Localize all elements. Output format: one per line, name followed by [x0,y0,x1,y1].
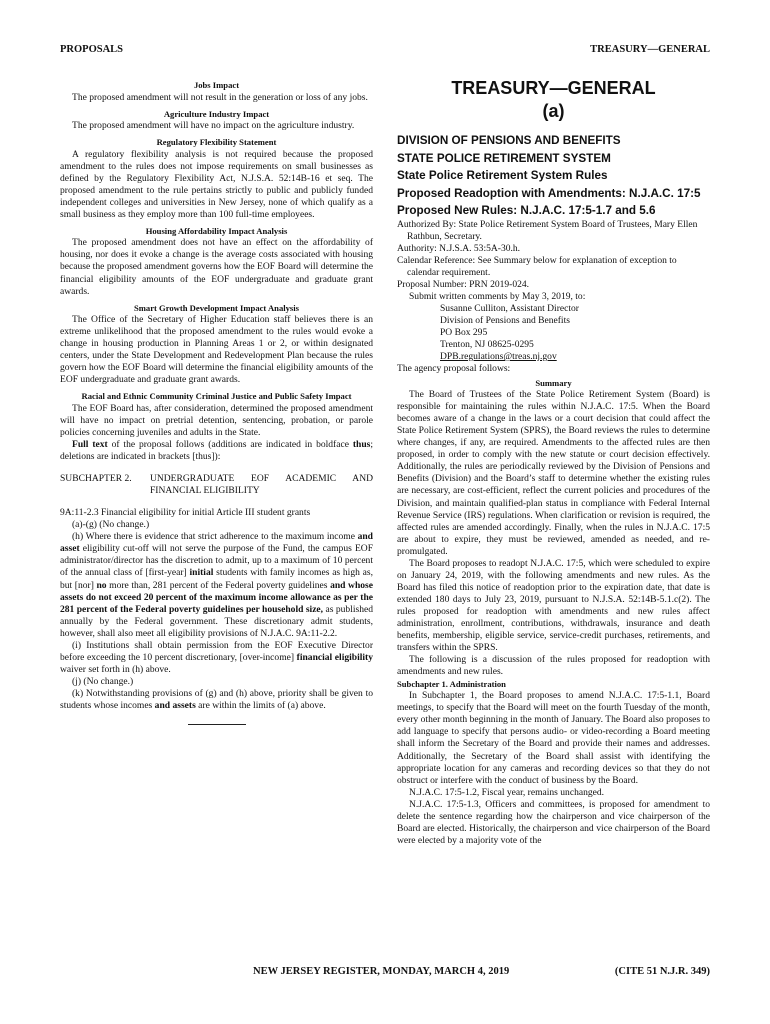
address-line: Susanne Culliton, Assistant Director [440,302,579,314]
proposal-number: Proposal Number: PRN 2019-024. [397,278,530,290]
rules-heading: State Police Retirement System Rules [397,169,608,182]
summary-paragraph: The Board proposes to readopt N.J.A.C. 17:5, which were scheduled to expire on January 24, 2019, with the following amendments and new rules. As the Board has filed this notice of readoption prior to the expiration date, that date is extended 180 days to July 23, 2019, pursuant to N.J.S.A. 52:14B-5.1.c(2). The rules proposed for readoption with amendments and new rules affect administration, enrollment, contributions, withdrawals, insurance and death benefits, membership, eligible service, service-credit purchases, retirements, and transfers within the SPRS. [397,557,710,654]
left-column [60,80,373,725]
rule-paragraph-i: (i) Institutions shall obtain permission from the EOF Executive Director before exceeding the 10 percent discretionary, [over-income] financial eligibility waiver set forth in (h) above. [60,639,373,675]
authority: Authority: N.J.S.A. 53:5A-30.h. [397,242,521,254]
agency-proposal-follows: The agency proposal follows: [397,363,511,375]
running-head-left: PROPOSALS [60,44,124,55]
footer-register-date: NEW JERSEY REGISTER, MONDAY, MARCH 4, 2019 [253,966,510,977]
running-head-right: TREASURY—GENERAL [590,44,710,55]
division-heading: DIVISION OF PENSIONS AND BENEFITS [397,134,621,147]
running-head [60,44,710,55]
racial-ethnic-impact-heading: Racial and Ethnic Community Criminal Justice and Public Safety Impact [81,391,352,402]
subchapter-1-paragraph: In Subchapter 1, the Board proposes to amend N.J.A.C. 17:5-1.1, Board meetings, to specify that the Board will meet on the fourth Tuesday of the month, every other month beginning in the month of January. The Board also proposes to add language to specify that persons audio- or video-recording a Board meeting shall inform the Secretary of the Board and provide their names and addresses. Additionally, the Secretary of the Board shall assist with identifying the appropriate location for any cameras and recording devices so that they do not obstruct or interfere with the conduct of business by the Board. [397,690,710,786]
rule-paragraph-a-g: (a)-(g) (No change.) [72,519,150,531]
subchapter-heading [60,473,373,497]
subchapter-1-paragraph: N.J.A.C. 17:5-1.3, Officers and committees, is proposed for amendment to delete the sentence regarding how the chairperson and vice chairperson of the Board are elected. Historically, the chairperson and vice chairperson of the Board were elected by a majority vote of the [397,798,710,846]
email-link[interactable]: DPB.regulations@treas.nj.gov [440,351,557,363]
submit-comments: Submit written comments by May 3, 2019, to: [409,290,586,302]
summary-paragraph: The following is a discussion of the rules proposed for readoption with amendments and new rules. [397,654,710,678]
end-rule-divider [188,724,246,725]
full-text-intro: Full text of the proposal follows (additions are indicated in boldface thus; deletions are indicated in brackets [thus]): [60,439,373,463]
rule-paragraph-j: (j) (No change.) [72,675,134,687]
readoption-heading: Proposed Readoption with Amendments: N.J.A.C. 17:5 [397,186,701,200]
address-line: PO Box 295 [440,326,488,338]
agriculture-impact-heading: Agriculture Industry Impact [163,108,270,119]
system-heading: STATE POLICE RETIREMENT SYSTEM [397,151,611,165]
rule-paragraph-h: (h) Where there is evidence that strict adherence to the maximum income and asset eligibility cut-off will not serve the purpose of the Fund, the campus EOF administrator/director has the discretion to admit, up to a maximum of 10 percent of the annual class of [first-year] initial students with family incomes as high as, but [nor] no more than, 281 percent of the Federal poverty guidelines and whose assets do not exceed 20 percent of the maximum income allowance as per the 281 percent of the Federal poverty guidelines per household size, as published annually by the Federal government. These discretionary admit students, however, shall also meet all eligibility provisions of N.J.A.C. 9A:11-2.2. [60,531,373,639]
housing-affordability-text: The proposed amendment does not have an effect on the affordability of housing, nor does it evoke a change is the average costs associated with housing because the proposed amendment governs how the EOF Board will determine the financial eligibility amounts of the EOF undergraduate and graduate grant awards. [60,237,373,297]
subchapter-1-paragraph: N.J.A.C. 17:5-1.2, Fiscal year, remains unchanged. [409,786,605,798]
housing-affordability-heading: Housing Affordability Impact Analysis [145,225,288,236]
summary-paragraph: The Board of Trustees of the State Police Retirement System (Board) is responsible for maintaining the rules within N.J.A.C. 17:5. When the Board becomes aware of a change in the laws or a court decision that could affect the State Police Retirement System (SPRS), the Board reviews the rules to determine where changes, if any, are required. Amendments to the affected rules are then proposed, in order to comply with the new statute or court decision effectively. Additionally, the rules are periodically reviewed by the Division of Pensions and Benefits (Division) and the Board’s staff to determine whether the existing rules are necessary, are cost-efficient, reflect the current policies and procedures of the Division, and maintain qualified-plan status in compliance with Federal Internal Revenue Service (IRS) regulations. When clarification or revision is required, the affected rules are amended accordingly. Finally, when the rules in N.J.A.C. 17:5 are about to expire, they must be reviewed, amended as needed, and re-promulgated. [397,389,710,557]
address-line: Trenton, NJ 08625-0295 [440,338,534,350]
footer-citation: (CITE 51 N.J.R. 349) [614,966,710,977]
racial-ethnic-impact-text: The EOF Board has, after consideration, determined the proposed amendment will have no impact on pretrial detention, sentencing, probation, or parole policies concerning juveniles and adults in the State. [60,402,373,438]
agency-title: TREASURY—GENERAL [451,78,656,98]
jobs-impact-text: The proposed amendment will not result in the generation or loss of any jobs. [72,91,368,103]
regulatory-flexibility-text: A regulatory flexibility analysis is not required because the proposed amendment to the rules does not impose requirements on small businesses as defined by the Regulatory Flexibility Act, N.J.S.A. 52:14B-16 et seq. The proposed amendment to the rule pertains strictly to public and publicly funded independent colleges and universities in New Jersey, none of which qualify as a small business as they employ more than 100 full-time employees. [60,148,373,220]
authorized-by: Authorized By: State Police Retirement System Board of Trustees, Mary Ellen Rathbun, Secretary. [397,218,698,242]
address-line: Division of Pensions and Benefits [440,314,570,326]
rule-heading: 9A:11-2.3 Financial eligibility for initial Article III student grants [60,507,311,519]
rule-paragraph-k: (k) Notwithstanding provisions of (g) and (h) above, priority shall be given to students whose incomes and assets are within the limits of (a) above. [60,687,373,711]
subchapter-number: SUBCHAPTER 2. [60,473,132,485]
calendar-reference: Calendar Reference: See Summary below for explanation of exception to calendar requirement. [397,254,677,278]
new-rules-heading: Proposed New Rules: N.J.A.C. 17:5-1.7 and 5.6 [397,204,656,217]
agriculture-impact-text: The proposed amendment will have no impact on the agriculture industry. [72,120,355,132]
right-column [397,80,710,847]
subchapter-1-heading: Subchapter 1. Administration [397,679,506,690]
subchapter-title: UNDERGRADUATE EOF ACADEMIC AND FINANCIAL ELIGIBILITY [150,473,373,497]
smart-growth-text: The Office of the Secretary of Higher Education staff believes there is an extreme unlikelihood that the proposed amendment to the rules would evoke a change in housing production in Planning Areas 1 or 2, or within designated centers, under the State Development and Redevelopment Plan because the rules govern how the EOF Board will determine the financial eligibility amounts of the EOF undergraduate and graduate grant awards. [60,314,373,386]
agency-item-letter: (a) [542,101,565,121]
regulatory-flexibility-heading: Regulatory Flexibility Statement [156,137,277,148]
summary-heading: Summary [535,378,572,389]
jobs-impact-heading: Jobs Impact [193,80,240,90]
smart-growth-heading: Smart Growth Development Impact Analysis [133,302,300,313]
